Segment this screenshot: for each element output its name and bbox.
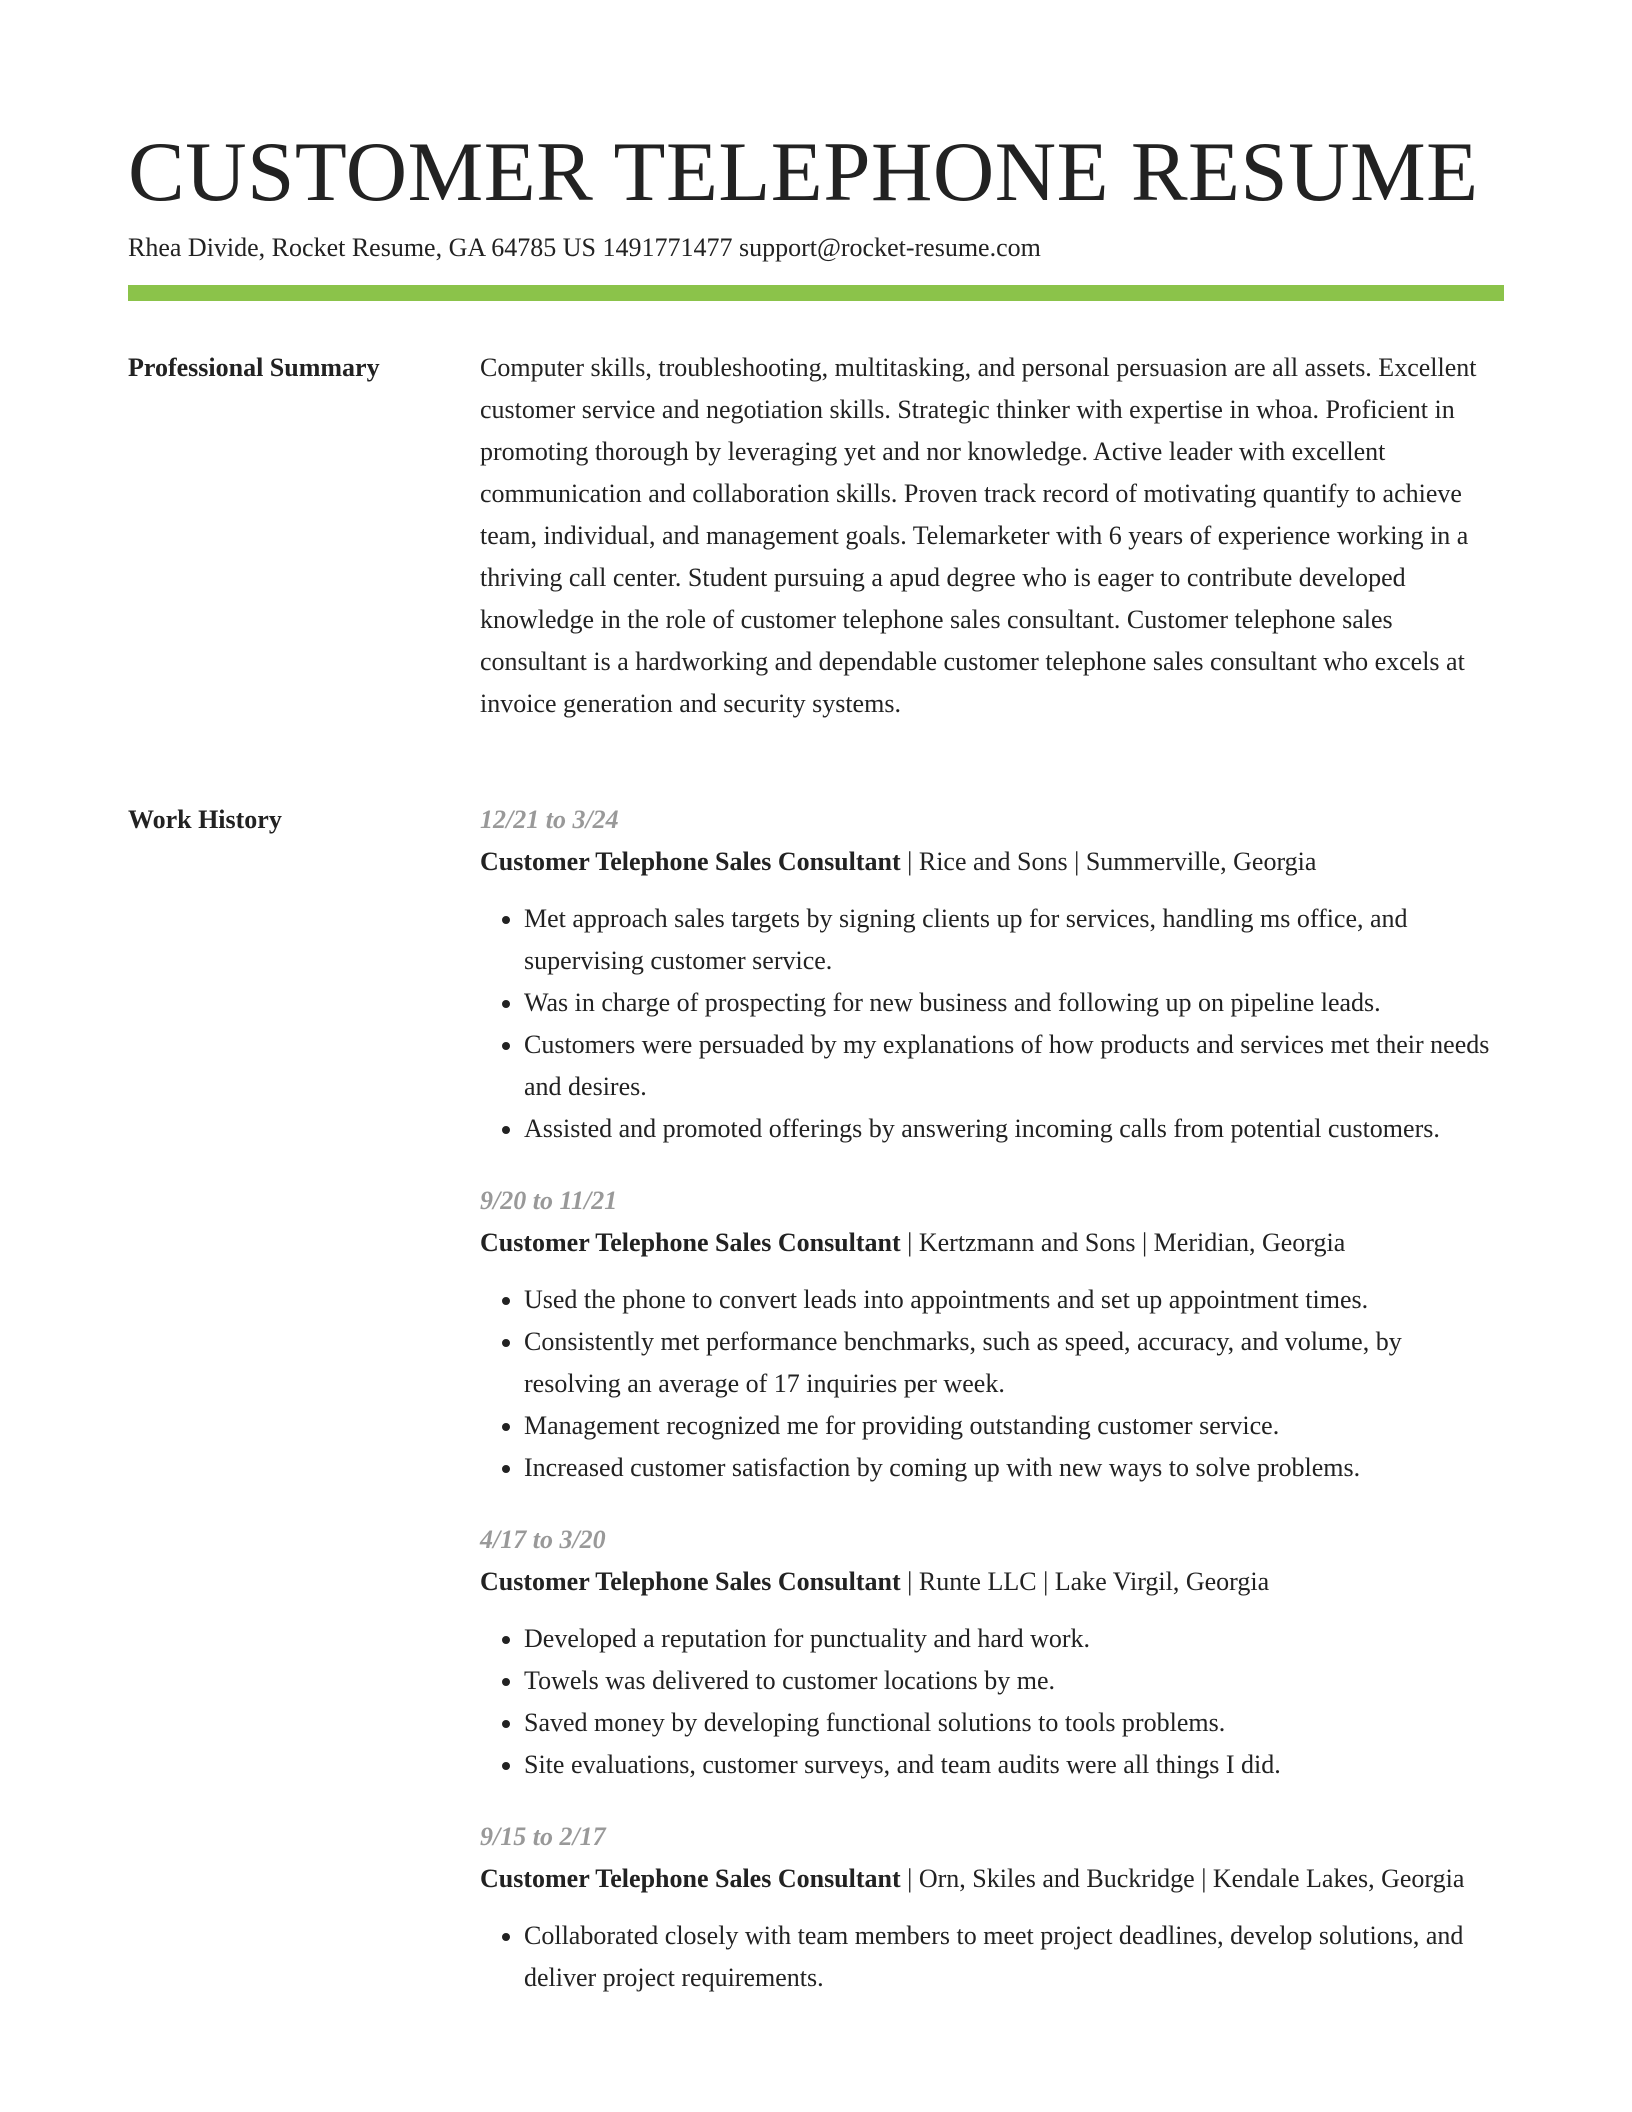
contact-info: Rhea Divide, Rocket Resume, GA 64785 US 1491771477 support@rocket-resume.com — [128, 233, 1041, 262]
job-bullet: • Consistently met performance benchmarks, such as speed, accuracy, and volume, by resolving an average of 17 inquiries per week. — [524, 1321, 1504, 1405]
job-title: Customer Telephone Sales Consultant — [480, 847, 901, 876]
job-title: Customer Telephone Sales Consultant — [480, 1228, 901, 1257]
job-title: Customer Telephone Sales Consultant — [480, 1567, 901, 1596]
summary-label: Professional Summary — [128, 353, 380, 382]
work-history-label: Work History — [128, 805, 282, 834]
job-bullet: • Assisted and promoted offerings by answering incoming calls from potential customers. — [524, 1108, 1504, 1150]
job-bullet-list — [480, 1279, 1504, 1489]
job-dates: 9/15 to 2/17 — [480, 1822, 606, 1851]
job-details: | Rice and Sons | Summerville, Georgia — [900, 847, 1317, 876]
job-bullet: • Towels was delivered to customer locations by me. — [524, 1660, 1504, 1702]
job-dates: 4/17 to 3/20 — [480, 1525, 606, 1554]
job-bullet: • Management recognized me for providing outstanding customer service. — [524, 1405, 1504, 1447]
job-title: Customer Telephone Sales Consultant — [480, 1864, 901, 1893]
job-bullet: • Saved money by developing functional solutions to tools problems. — [524, 1702, 1504, 1744]
job-entry — [480, 799, 1504, 1150]
job-heading — [480, 1222, 1504, 1264]
accent-divider — [128, 285, 1504, 301]
job-bullet: • Used the phone to convert leads into appointments and set up appointment times. — [524, 1279, 1504, 1321]
job-bullet: • Customers were persuaded by my explanations of how products and services met their needs and desires. — [524, 1024, 1504, 1108]
job-dates: 9/20 to 11/21 — [480, 1186, 618, 1215]
job-entry — [480, 1180, 1504, 1489]
job-bullet: • Increased customer satisfaction by coming up with new ways to solve problems. — [524, 1447, 1504, 1489]
job-heading — [480, 1858, 1504, 1900]
job-bullet: • Collaborated closely with team members to meet project deadlines, develop solutions, and deliver project requirements. — [524, 1915, 1504, 1999]
job-bullet: • Met approach sales targets by signing clients up for services, handling ms office, and supervising customer service. — [524, 898, 1504, 982]
job-details: | Kertzmann and Sons | Meridian, Georgia — [900, 1228, 1346, 1257]
summary-text: Computer skills, troubleshooting, multitasking, and personal persuasion are all assets. Excellent customer service and negotiation skills. Strategic thinker with expertise in whoa. Proficient in promoting thorough by leveraging yet and nor knowledge. Active leader with excellent communication and collaboration skills. Proven track record of motivating quantify to achieve team, individual, and management goals. Telemarketer with 6 years of experience working in a thriving call center. Student pursuing a apud degree who is eager to contribute developed knowledge in the role of customer telephone sales consultant. Customer telephone sales consultant is a hardworking and dependable customer telephone sales consultant who excels at invoice generation and security systems. — [480, 353, 1477, 718]
job-heading — [480, 841, 1504, 883]
resume-title: CUSTOMER TELEPHONE RESUME — [128, 125, 1479, 219]
summary-body — [480, 347, 1504, 725]
job-details: | Runte LLC | Lake Virgil, Georgia — [900, 1567, 1270, 1596]
job-heading — [480, 1561, 1504, 1603]
job-entry — [480, 1519, 1504, 1786]
job-entry — [480, 1816, 1504, 1999]
job-bullet-list — [480, 1618, 1504, 1786]
job-bullet: • Was in charge of prospecting for new business and following up on pipeline leads. — [524, 982, 1504, 1024]
job-bullet: • Developed a reputation for punctuality and hard work. — [524, 1618, 1504, 1660]
work-history-body — [480, 799, 1504, 2029]
job-bullet: • Site evaluations, customer surveys, and team audits were all things I did. — [524, 1744, 1504, 1786]
job-bullet-list — [480, 898, 1504, 1150]
job-bullet-list — [480, 1915, 1504, 1999]
job-details: | Orn, Skiles and Buckridge | Kendale Lakes, Georgia — [900, 1864, 1465, 1893]
job-dates: 12/21 to 3/24 — [480, 805, 619, 834]
